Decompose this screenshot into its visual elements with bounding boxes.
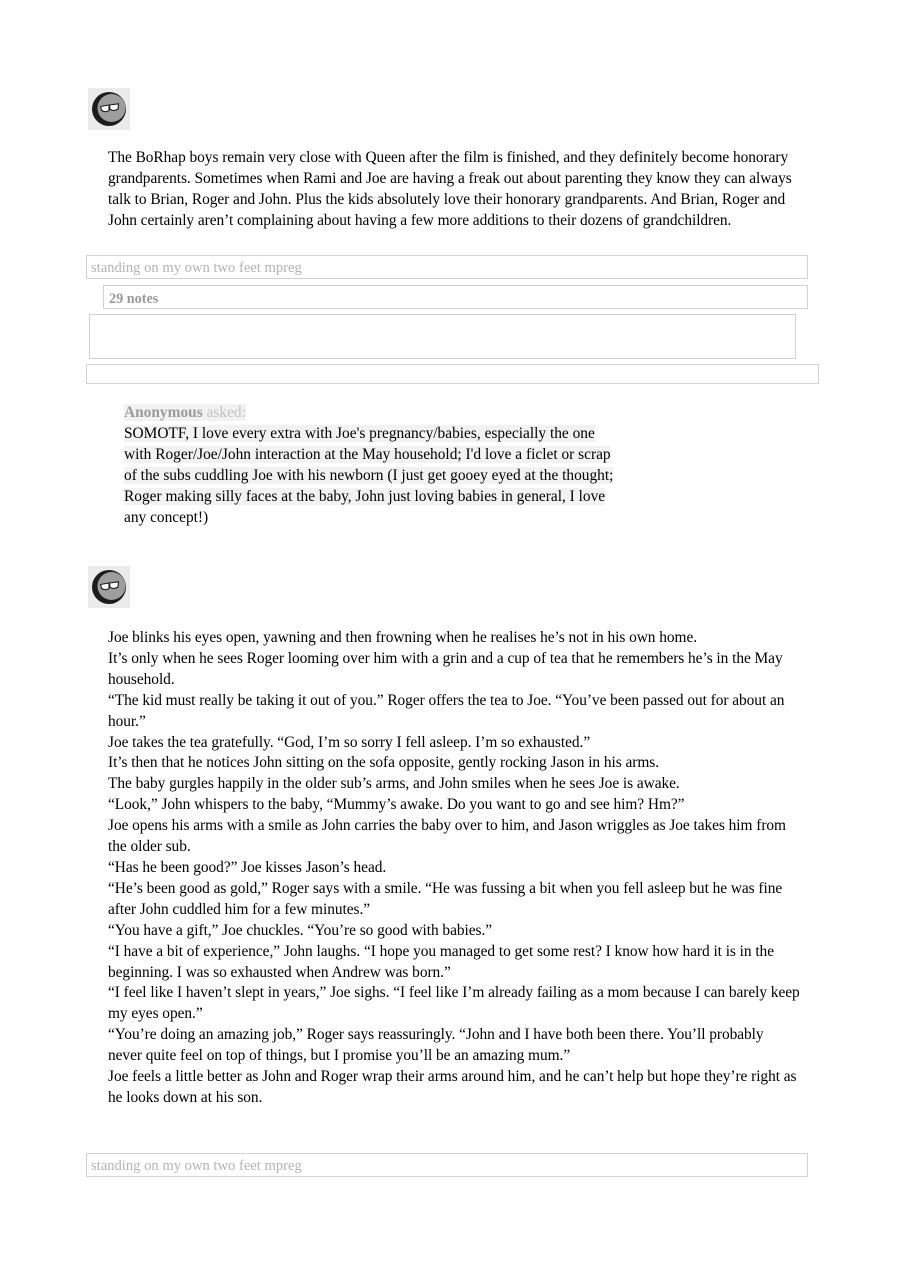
post-2-paragraph: “I have a bit of experience,” John laughs. “I hope you managed to get some rest? I know how hard it is in the beginning. I was so exhausted when Andrew was born.” [108,942,774,981]
post-2-paragraph: Joe takes the tea gratefully. “God, I’m so sorry I fell asleep. I’m so exhausted.” [108,733,591,751]
sunglasses-face-avatar-icon[interactable] [88,88,130,130]
sunglasses-face-avatar-icon[interactable] [88,566,130,608]
ask-block [124,403,724,528]
post-1-paragraph: The BoRhap boys remain very close with Queen after the film is finished, and they definitely become honorary grandparents. Sometimes when Rami and Joe are having a freak out about parenting they know they can always talk to Brian, Roger and John. Plus the kids absolutely love their honorary grandparents. And Brian, Roger and John certainly aren’t complaining about having a few more additions to their dozens of grandchildren. [108,149,792,229]
post-2-paragraph: “You have a gift,” Joe chuckles. “You’re so good with babies.” [108,921,493,939]
ask-header [124,403,724,424]
post-2-paragraph: The baby gurgles happily in the older sub’s arms, and John smiles when he sees Joe is awake. [108,775,680,793]
post-1-tags-text: standing on my own two feet mpreg [91,260,302,276]
post-2-paragraph: “I feel like I haven’t slept in years,” Joe sighs. “I feel like I’m already failing as a mom because I can barely keep my eyes open.” [108,984,800,1023]
post-1-notes-count: 29 notes [109,291,159,307]
post-2-tags-bar[interactable] [86,1153,808,1177]
asked-label: asked: [206,404,246,421]
post-2-paragraph: It’s only when he sees Roger looming over him with a grin and a cup of tea that he remembers he’s in the May household. [108,649,783,688]
post-2-paragraph: Joe opens his arms with a smile as John carries the baby over to him, and Jason wriggles as Joe takes him from the older sub. [108,817,786,856]
post-2-paragraph: Joe feels a little better as John and Roger wrap their arms around him, and he can’t help but hope they’re right as he looks down at his son. [108,1068,797,1106]
post-2-tags-text: standing on my own two feet mpreg [91,1158,302,1174]
ask-question-body [124,424,724,529]
post-2-paragraph: “He’s been good as gold,” Roger says with a smile. “He was fussing a bit when you fell asleep but he was fine after John cuddled him for a few minutes.” [108,879,783,918]
ask-question-line: of the subs cuddling Joe with his newborn (I just get gooey eyed at the thought; [124,466,614,484]
ask-question-line: with Roger/Joe/John interaction at the May household; I'd love a ficlet or scrap [124,445,611,463]
ask-question-line: Roger making silly faces at the baby, John just loving babies in general, I love [124,487,606,505]
post-2-paragraph: It’s then that he notices John sitting on the sofa opposite, gently rocking Jason in his arms. [108,754,660,772]
ask-question-line: SOMOTF, I love every extra with Joe's pregnancy/babies, especially the one [124,424,595,442]
post-2-paragraph: “The kid must really be taking it out of you.” Roger offers the tea to Joe. “You’ve been passed out for about an hour.” [108,691,785,730]
post-1-body [108,148,798,232]
post-2-body [108,628,800,1109]
post-1-footer-bar[interactable] [86,364,819,384]
asker-name[interactable]: Anonymous [124,404,203,421]
post-2-paragraph: “You’re doing an amazing job,” Roger says reassuringly. “John and I have both been there. You’ll probably never quite feel on top of things, but I promise you’ll be an amazing mum.” [108,1026,764,1065]
post-1-tags-bar[interactable] [86,255,808,279]
post-2-paragraph: “Look,” John whispers to the baby, “Mummy’s awake. Do you want to go and see him? Hm?” [108,796,685,814]
ask-question-line: any concept!) [124,508,209,526]
post-2-paragraph: “Has he been good?” Joe kisses Jason’s head. [108,858,387,876]
post-1-notes-panel[interactable] [89,314,796,359]
post-1-notes-bar[interactable] [103,285,808,309]
post-2-paragraph: Joe blinks his eyes open, yawning and then frowning when he realises he’s not in his own home. [108,629,698,646]
